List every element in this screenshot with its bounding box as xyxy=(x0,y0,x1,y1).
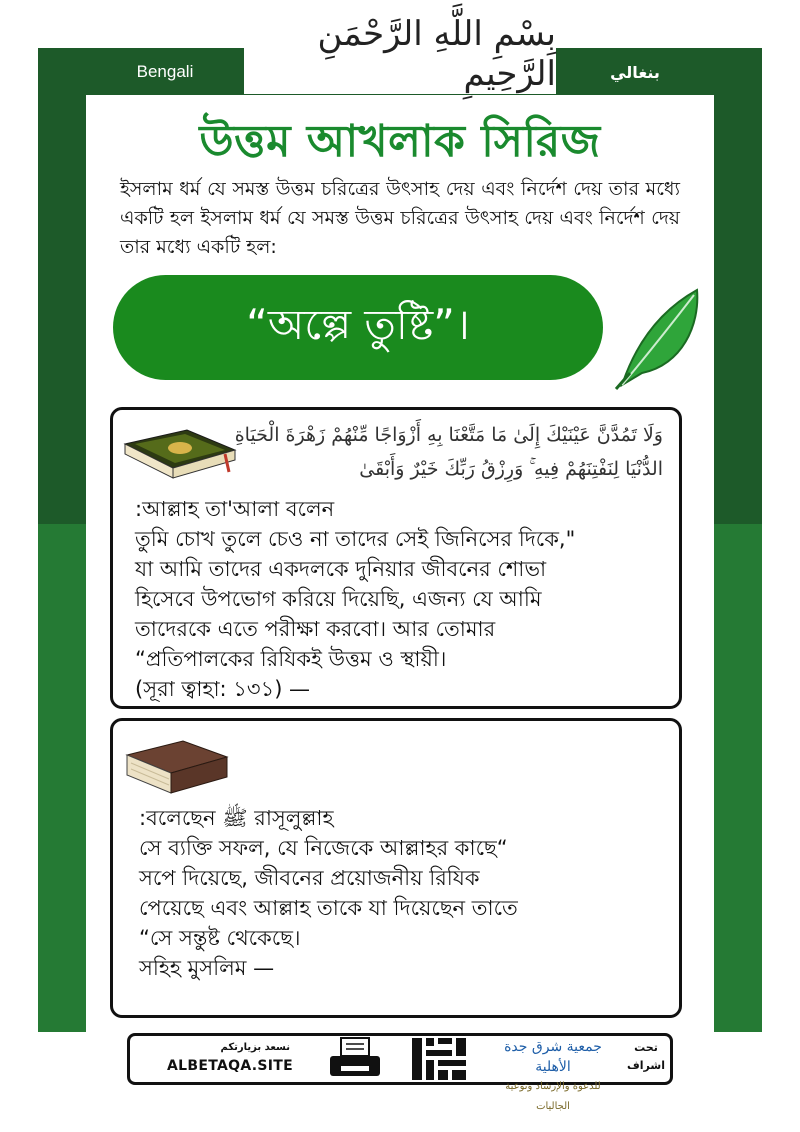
quran-verse-arabic: وَلَا تَمُدَّنَّ عَيْنَيْكَ إِلَىٰ مَا مَتَّعْنَا بِهِ أَزْوَاجًا مِّنْهُمْ زَهْرَةَ الْحَيَاةِ الدُّنْيَا لِنَفْتِنَهُمْ فِيهِ ۚ وَرِزْقُ رَبِّكَ خَيْرٌ وَأَبْقَىٰ xyxy=(234,424,663,480)
hadith-text xyxy=(139,803,679,983)
highlight-text: “অল্পে তুষ্টি”। xyxy=(246,300,470,349)
hadith-line: :বলেছেন ﷺ রাসূলুল্লাহ xyxy=(139,806,334,830)
quran-book-icon xyxy=(121,424,239,482)
verse-line: :আল্লাহ তা'আলা বলেন xyxy=(135,497,335,521)
hadith-line: সে ব্যক্তি সফল, যে নিজেকে আল্লাহর কাছে“ xyxy=(139,836,508,860)
organization-name: جمعية شرق جدة الأهلية xyxy=(504,1039,602,1075)
hadith-source: সহিহ মুসলিম — xyxy=(139,956,275,980)
verse-translation xyxy=(135,494,675,704)
quran-verse-box xyxy=(110,407,682,709)
highlight-banner xyxy=(113,275,603,380)
footer-supervision xyxy=(626,1039,666,1075)
hadith-box xyxy=(110,718,682,1018)
language-label-arabic: بنغالي xyxy=(610,62,660,82)
footer-welcome: نسعد بزيارتكم xyxy=(220,1042,290,1053)
verse-line: তুমি চোখ তুলে চেও না তাদের সেই জিনিসের দিকে," xyxy=(135,527,576,551)
verse-line: “প্রতিপালকের রিযিকই উত্তম ও স্থায়ী। xyxy=(135,647,447,671)
verse-line: তাদেরকে এতে পরীক্ষা করবো। আর তোমার xyxy=(135,617,496,641)
organization-subtitle: للدعوة والإرشاد وتوعية الجاليات xyxy=(505,1081,601,1112)
leaf-icon xyxy=(612,285,702,390)
qr-code-icon[interactable] xyxy=(410,1036,468,1082)
hadith-line: সপে দিয়েছে, জীবনের প্রয়োজনীয় রিযিক xyxy=(139,866,480,890)
page-title: উত্তম আখলাক সিরিজ xyxy=(199,116,601,167)
verse-line: হিসেবে উপভোগ করিয়ে দিয়েছি, এজন্য যে আমি xyxy=(135,587,542,611)
book-icon xyxy=(121,733,233,799)
hadith-line: “সে সন্তুষ্ট থেকেছে। xyxy=(139,926,301,950)
footer-organization xyxy=(488,1037,618,1112)
intro-paragraph: ইসলাম ধর্ম যে সমস্ত উত্তম চরিত্রের উৎসাহ দেয় এবং নির্দেশ দেয় তার মধ্যে একটি হল ইসলাম ধর্ম যে সমস্ত উত্তম চরিত্রের উৎসাহ দেয় এবং নির্দেশ দেয় তার মধ্যে একটি হল: xyxy=(120,178,680,258)
hadith-line: পেয়েছে এবং আল্লাহ তাকে যা দিয়েছেন তাতে xyxy=(139,896,518,920)
language-label-english: Bengali xyxy=(136,62,194,81)
supervision-line-2: اشراف xyxy=(627,1059,665,1072)
verse-line: যা আমি তাদের একদলকে দুনিয়ার জীবনের শোভা xyxy=(135,557,547,581)
supervision-line-1: تحت xyxy=(634,1041,658,1054)
printer-icon[interactable] xyxy=(327,1036,383,1082)
bismillah-calligraphy: بِسْمِ اللَّهِ الرَّحْمَنِ الرَّحِيمِ xyxy=(244,14,556,94)
footer-site-link[interactable]: ALBETAQA.SITE xyxy=(167,1058,293,1074)
verse-reference: (সূরা ত্বাহা: ১৩১) — xyxy=(135,677,311,701)
